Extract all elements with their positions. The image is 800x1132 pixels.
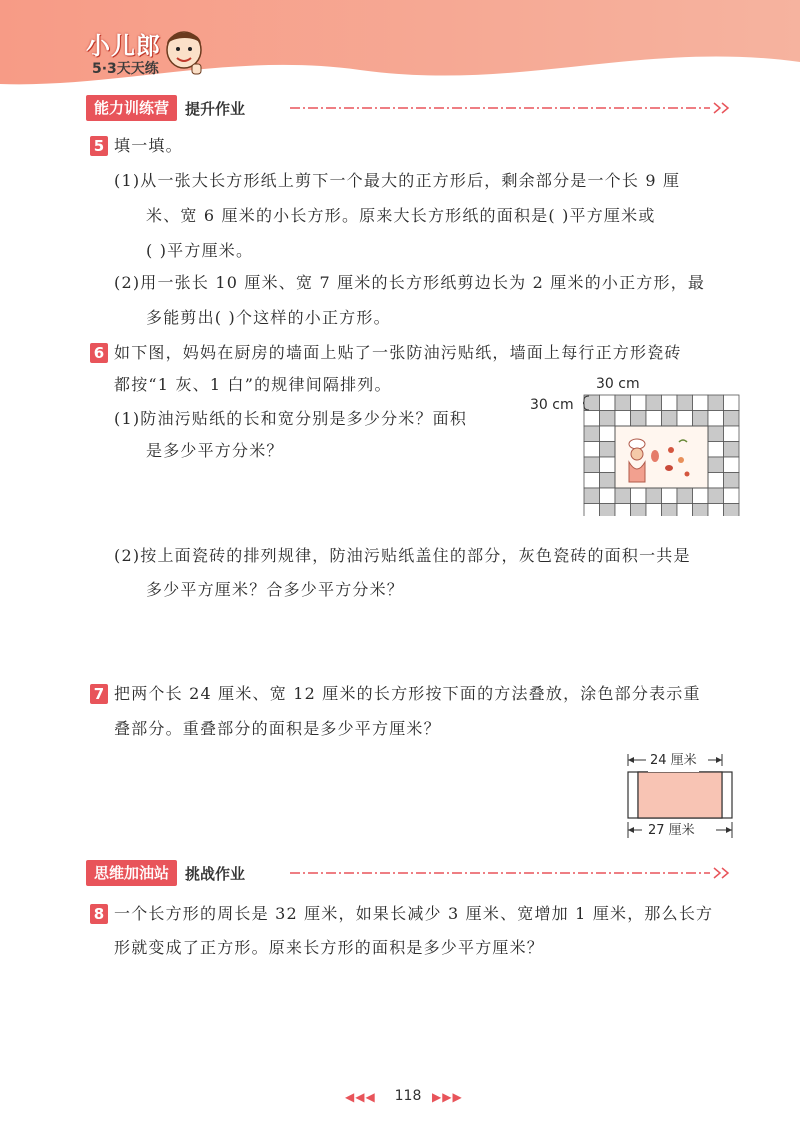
figure-label-top: 24 厘米 — [648, 750, 699, 772]
section-label: 挑战作业 — [185, 864, 246, 883]
tile — [631, 411, 647, 427]
tile — [724, 442, 740, 458]
tile — [646, 488, 662, 504]
tile — [724, 426, 740, 442]
tile — [615, 411, 631, 427]
tile — [584, 395, 600, 411]
question-text: 米、宽 6 厘米的小长方形。原来大长方形纸的面积是( )平方厘米或 — [146, 206, 656, 225]
tile — [677, 488, 693, 504]
tile — [615, 395, 631, 411]
tile — [631, 395, 647, 411]
tile — [662, 395, 678, 411]
figure-label-left: 30 cm — [530, 397, 574, 413]
section-divider — [290, 865, 740, 881]
figure-label-top: 30 cm — [596, 376, 640, 392]
tile — [724, 411, 740, 427]
question-text: 一个长方形的周长是 32 厘米，如果长减少 3 厘米、宽增加 1 厘米，那么长方 — [114, 904, 714, 923]
section-label: 提升作业 — [185, 99, 246, 118]
tile — [662, 411, 678, 427]
tile — [600, 504, 616, 517]
question-text: 都按“1 灰、1 白”的规律间隔排列。 — [114, 375, 392, 394]
section-divider — [290, 100, 740, 116]
question-text: 把两个长 24 厘米、宽 12 厘米的长方形按下面的方法叠放，涂色部分表示重 — [114, 684, 701, 703]
tile — [631, 488, 647, 504]
mascot-icon — [160, 24, 208, 78]
tile — [584, 488, 600, 504]
question-number: 5 — [90, 136, 108, 156]
tile — [584, 504, 600, 517]
question-title: 填一填。 — [114, 136, 183, 155]
figure-label-bottom: 27 厘米 — [646, 820, 697, 842]
tile — [646, 395, 662, 411]
logo-title: 小儿郎 — [86, 32, 161, 60]
question-text: (2)按上面瓷砖的排列规律，防油污贴纸盖住的部分，灰色瓷砖的面积一共是 — [114, 546, 691, 565]
tile — [600, 411, 616, 427]
page-number: 118 — [394, 1088, 422, 1104]
section-header-practice — [86, 95, 245, 121]
tile — [724, 473, 740, 489]
tile — [600, 457, 616, 473]
question-text: 形就变成了正方形。原来长方形的面积是多少平方厘米？ — [114, 938, 545, 957]
tile — [584, 473, 600, 489]
section-header-challenge — [86, 860, 245, 886]
question-text: ( )平方厘米。 — [146, 241, 254, 260]
tile — [724, 457, 740, 473]
question-text: (1)从一张大长方形纸上剪下一个最大的正方形后，剩余部分是一个长 9 厘 — [114, 171, 681, 190]
tile — [600, 473, 616, 489]
tile — [662, 504, 678, 517]
tile — [600, 488, 616, 504]
tile — [677, 395, 693, 411]
tile — [631, 504, 647, 517]
tile — [600, 442, 616, 458]
tile-wall-figure — [583, 394, 741, 516]
section-tag: 能力训练营 — [86, 95, 177, 121]
question-text: 叠部分。重叠部分的面积是多少平方厘米？ — [114, 719, 441, 738]
tile — [600, 395, 616, 411]
question-text: (1)防油污贴纸的长和宽分别是多少分米？面积 — [114, 409, 468, 428]
question-text: (2)用一张长 10 厘米、宽 7 厘米的长方形纸剪边长为 2 厘米的小正方形，最 — [114, 273, 706, 292]
tile — [584, 442, 600, 458]
tile — [724, 488, 740, 504]
tile — [724, 395, 740, 411]
tile — [584, 457, 600, 473]
next-arrows-icon: ▶▶▶ — [432, 1090, 463, 1104]
tile — [662, 488, 678, 504]
tile — [693, 504, 709, 517]
section-tag: 思维加油站 — [86, 860, 177, 886]
tile — [693, 488, 709, 504]
question-number: 7 — [90, 684, 108, 704]
tile — [677, 504, 693, 517]
tile — [708, 457, 724, 473]
tile — [677, 411, 693, 427]
tile — [600, 426, 616, 442]
tile — [708, 473, 724, 489]
question-text: 多能剪出( )个这样的小正方形。 — [146, 308, 391, 327]
tile — [646, 504, 662, 517]
tile — [708, 488, 724, 504]
question-text: 如下图，妈妈在厨房的墙面上贴了一张防油污贴纸，墙面上每行正方形瓷砖 — [114, 343, 682, 362]
question-number: 6 — [90, 343, 108, 363]
prev-arrows-icon: ◀◀◀ — [345, 1090, 376, 1104]
tile — [584, 426, 600, 442]
tile — [584, 411, 600, 427]
question-text: 是多少平方分米？ — [146, 441, 284, 460]
tile — [708, 442, 724, 458]
tile — [708, 426, 724, 442]
question-text: 多少平方厘米？合多少平方分米？ — [146, 580, 405, 599]
question-number: 8 — [90, 904, 108, 924]
tile — [693, 411, 709, 427]
tile — [646, 411, 662, 427]
tile — [693, 395, 709, 411]
tile — [615, 488, 631, 504]
tile — [724, 504, 740, 517]
logo-subtitle: 5·3天天练 — [92, 61, 159, 77]
tile — [708, 395, 724, 411]
tile — [615, 504, 631, 517]
tile — [708, 411, 724, 427]
tile — [708, 504, 724, 517]
